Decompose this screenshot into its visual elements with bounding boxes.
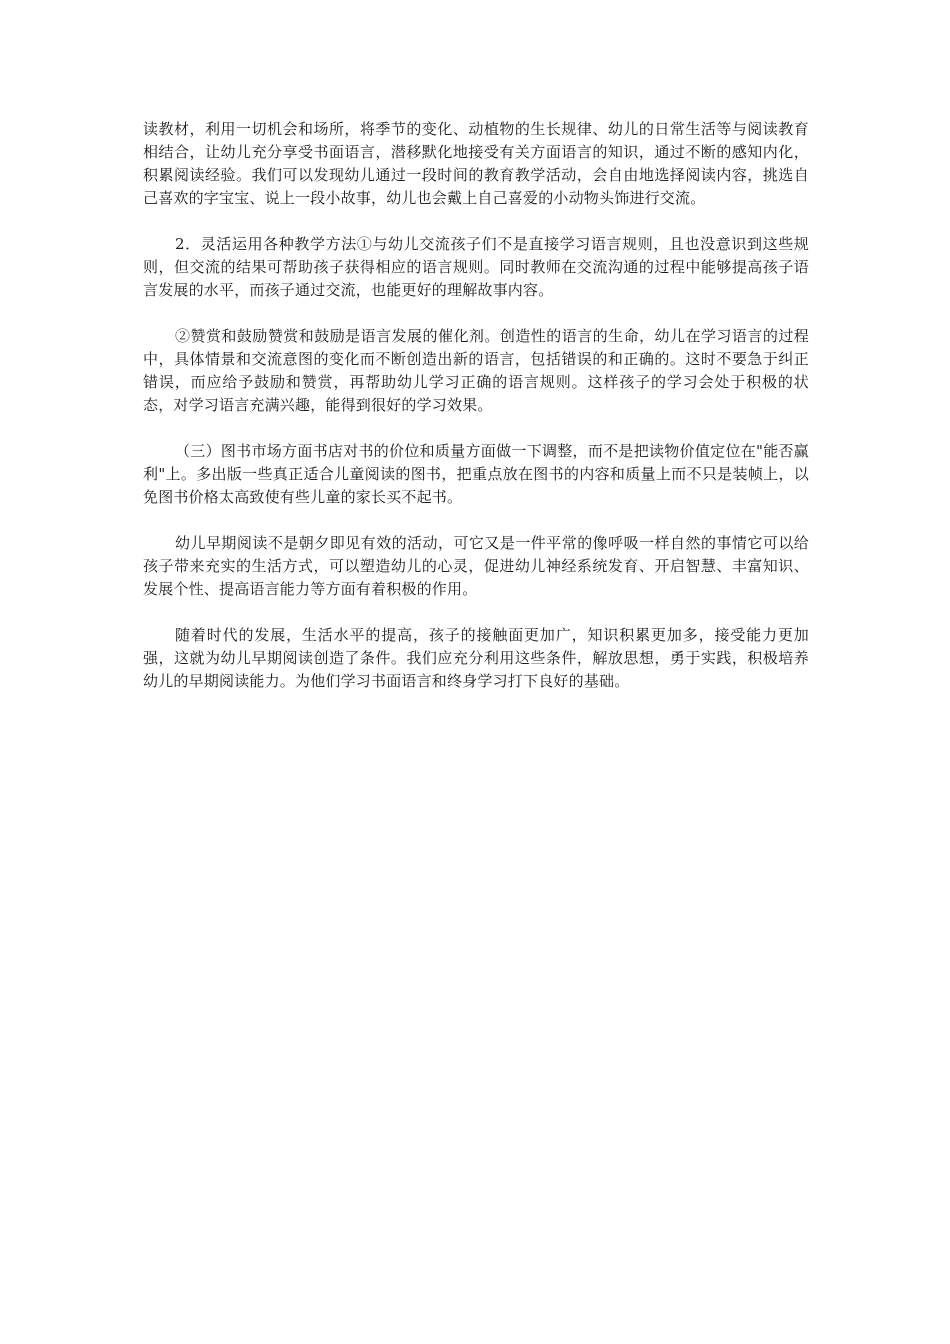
paragraph-continued-reading-materials: 读教材，利用一切机会和场所，将季节的变化、动植物的生长规律、幼儿的日常生活等与阅读教育相结合，让幼儿充分享受书面语言，潜移默化地接受有关方面语言的知识，通过不断的感知内化，积累阅读经验。我们可以发现幼儿通过一段时间的教育教学活动，会自由地选择阅读内容，挑选自己喜欢的字宝宝、说上一段小故事，幼儿也会戴上自己喜爱的小动物头饰进行交流。 (143, 120, 809, 207)
paragraph-book-market: （三）图书市场方面书店对书的价位和质量方面做一下调整，而不是把读物价值定位在"能否赢利"上。多出版一些真正适合儿童阅读的图书，把重点放在图书的内容和质量上而不只是装帧上，以免图书价格太高致使有些儿童的家长买不起书。 (143, 442, 809, 506)
document-page (143, 118, 809, 716)
paragraph-early-reading-value: 幼儿早期阅读不是朝夕即见有效的活动，可它又是一件平常的像呼吸一样自然的事情它可以给孩子带来充实的生活方式，可以塑造幼儿的心灵，促进幼儿神经系统发育、开启智慧、丰富知识、发展个性、提高语言能力等方面有着积极的作用。 (143, 534, 809, 598)
paragraph-praise-encouragement: ②赞赏和鼓励赞赏和鼓励是语言发展的催化剂。创造性的语言的生命，幼儿在学习语言的过程中，具体情景和交流意图的变化而不断创造出新的语言，包括错误的和正确的。这时不要急于纠正错误，而应给予鼓励和赞赏，再帮助幼儿学习正确的语言规则。这样孩子的学习会处于积极的状态，对学习语言充满兴趣，能得到很好的学习效果。 (143, 327, 809, 414)
paragraph-teaching-methods: 2．灵活运用各种教学方法①与幼儿交流孩子们不是直接学习语言规则，且也没意识到这些规则，但交流的结果可帮助孩子获得相应的语言规则。同时教师在交流沟通的过程中能够提高孩子语言发展的水平，而孩子通过交流，也能更好的理解故事内容。 (143, 235, 809, 299)
paragraph-conclusion: 随着时代的发展，生活水平的提高，孩子的接触面更加广，知识积累更加多，接受能力更加强，这就为幼儿早期阅读创造了条件。我们应充分利用这些条件，解放思想，勇于实践，积极培养幼儿的早期阅读能力。为他们学习书面语言和终身学习打下良好的基础。 (143, 626, 809, 690)
